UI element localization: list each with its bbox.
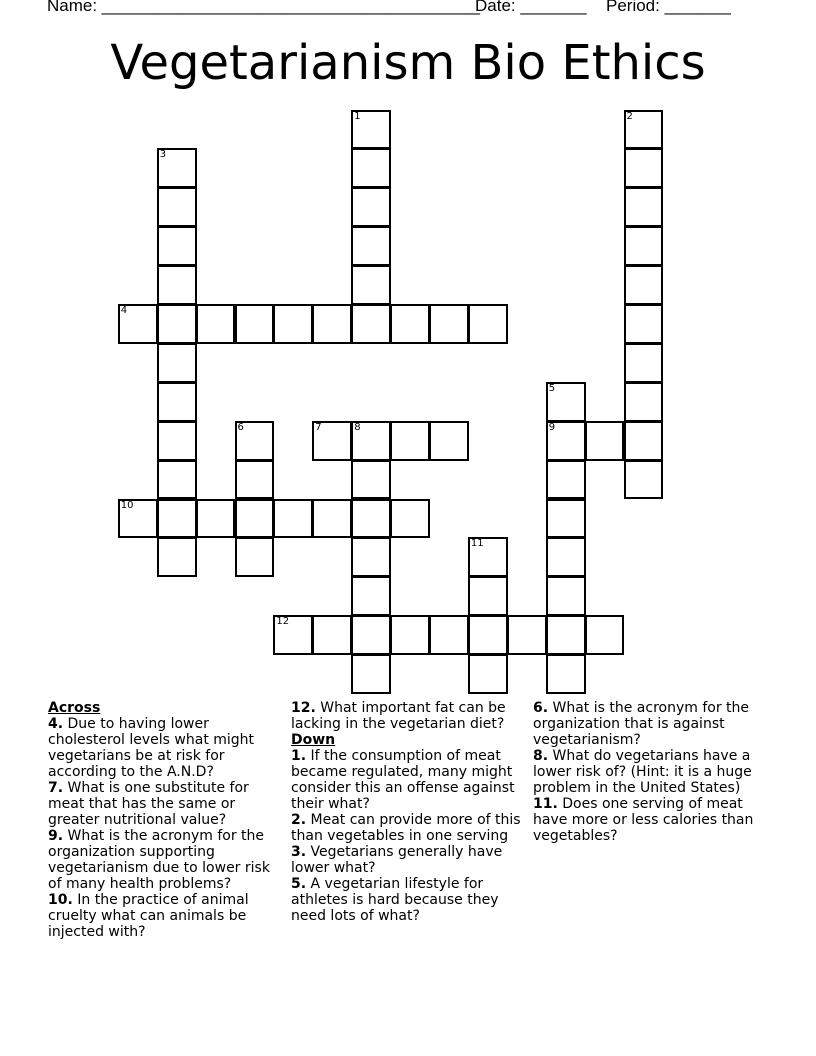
clue-text: What is one substitute for meat that has the same or greater nutritional value? (48, 780, 249, 828)
clue-text: Due to having lower cholesterol levels what might vegetarians be at risk for according to the A.N.D? (48, 716, 255, 780)
crossword-cell[interactable] (390, 615, 430, 655)
crossword-cell[interactable] (624, 343, 664, 383)
page-title: Vegetarianism Bio Ethics (110, 35, 706, 91)
clue-number-label: 7. (48, 780, 64, 796)
clue-number: 7 (315, 421, 322, 433)
clue-text: In the practice of animal cruelty what can animals be injected with? (48, 892, 249, 940)
crossword-cell[interactable] (157, 421, 197, 461)
down-clue-list (291, 748, 527, 924)
student-info-header (47, 0, 807, 22)
crossword-cell[interactable] (157, 537, 197, 577)
crossword-cell[interactable] (624, 382, 664, 422)
crossword-cell[interactable] (351, 654, 391, 694)
crossword-cell[interactable] (351, 148, 391, 188)
clue-text: What is the acronym for the organization supporting vegetarianism due to lower risk of many health problems? (48, 828, 270, 892)
crossword-cell[interactable] (273, 499, 313, 539)
clue-text: What is the acronym for the organization that is against vegetarianism? (533, 700, 750, 748)
crossword-cell[interactable] (624, 226, 664, 266)
clue-number-label: 5. (291, 876, 307, 892)
crossword-cell[interactable] (546, 537, 586, 577)
crossword-cell[interactable] (390, 421, 430, 461)
crossword-cell[interactable] (351, 421, 391, 461)
crossword-cell[interactable] (235, 421, 275, 461)
clue-item (533, 748, 769, 796)
crossword-cell[interactable] (546, 499, 586, 539)
crossword-cell[interactable] (351, 226, 391, 266)
clue-text: If the consumption of meat became regulated, many might consider this an offense against their what? (291, 748, 515, 812)
clue-number: 8 (354, 421, 361, 433)
crossword-cell[interactable] (468, 654, 508, 694)
crossword-cell[interactable] (157, 148, 197, 188)
crossword-cell[interactable] (157, 499, 197, 539)
clue-item (48, 716, 284, 780)
across-clue-list-continued (291, 700, 527, 732)
crossword-cell[interactable] (429, 421, 469, 461)
clue-number-label: 11. (533, 796, 558, 812)
clue-number-label: 8. (533, 748, 549, 764)
crossword-cell[interactable] (624, 265, 664, 305)
clue-item (291, 700, 527, 732)
crossword-cell[interactable] (624, 304, 664, 344)
clue-column-3 (533, 700, 769, 844)
clue-number: 4 (120, 305, 128, 316)
clue-item (291, 844, 527, 876)
crossword-cell[interactable] (157, 343, 197, 383)
clue-item (48, 780, 284, 828)
clue-column-2 (291, 700, 527, 924)
crossword-cell[interactable] (273, 304, 313, 344)
crossword-cell[interactable] (312, 615, 352, 655)
crossword-cell[interactable] (351, 110, 391, 150)
clue-number: 3 (159, 149, 167, 161)
crossword-cell[interactable] (157, 382, 197, 422)
clue-number-label: 10. (48, 892, 73, 908)
clue-number: 5 (548, 382, 556, 394)
crossword-cell[interactable] (390, 304, 430, 344)
crossword-cell[interactable] (624, 148, 664, 188)
crossword-cell[interactable] (235, 499, 275, 539)
clue-item (533, 700, 769, 748)
crossword-cell[interactable] (351, 265, 391, 305)
clue-item (48, 892, 284, 940)
crossword-cell[interactable] (351, 576, 391, 616)
clue-number: 9 (548, 421, 556, 433)
crossword-cell[interactable] (312, 499, 352, 539)
clue-text: Vegetarians generally have lower what? (291, 844, 503, 876)
crossword-cell[interactable] (429, 615, 469, 655)
crossword-cell[interactable] (585, 421, 625, 461)
crossword-cell[interactable] (468, 615, 508, 655)
crossword-cell[interactable] (157, 304, 197, 344)
crossword-cell[interactable] (546, 576, 586, 616)
crossword-cell[interactable] (235, 304, 275, 344)
clue-item (291, 748, 527, 812)
crossword-cell[interactable] (351, 499, 391, 539)
crossword-cell[interactable] (312, 304, 352, 344)
clue-number: 1 (354, 110, 361, 122)
crossword-cell[interactable] (429, 304, 469, 344)
crossword-cell[interactable] (624, 460, 664, 500)
crossword-cell[interactable] (468, 537, 508, 577)
clue-number-label: 9. (48, 828, 64, 844)
clue-number-label: 4. (48, 716, 64, 732)
clue-text: A vegetarian lifestyle for athletes is hard because they need lots of what? (291, 876, 499, 924)
clue-number: 10 (120, 499, 134, 511)
clue-number: 2 (626, 110, 633, 122)
clue-number-label: 2. (291, 812, 307, 828)
crossword-cell[interactable] (273, 615, 313, 655)
crossword-cell[interactable] (546, 615, 586, 655)
crossword-cell[interactable] (196, 499, 236, 539)
crossword-cell[interactable] (157, 265, 197, 305)
clue-number-label: 6. (533, 700, 549, 716)
crossword-cell[interactable] (624, 110, 664, 150)
clue-text: Does one serving of meat have more or less calories than vegetables? (533, 796, 754, 844)
crossword-cell[interactable] (546, 382, 586, 422)
down-clue-list-continued (533, 700, 769, 844)
clue-item (291, 876, 527, 924)
crossword-cell[interactable] (468, 576, 508, 616)
period-field[interactable]: Period: _______ (606, 0, 731, 15)
crossword-cell[interactable] (351, 537, 391, 577)
crossword-cell[interactable] (351, 615, 391, 655)
crossword-cell[interactable] (468, 304, 508, 344)
clue-number: 11 (470, 538, 484, 550)
clue-column-1 (48, 700, 284, 940)
name-field[interactable]: Name: ________________________________________ (47, 0, 480, 15)
crossword-cell[interactable] (118, 499, 158, 539)
crossword-cell[interactable] (235, 537, 275, 577)
crossword-cell[interactable] (157, 187, 197, 227)
crossword-cell[interactable] (196, 304, 236, 344)
crossword-cell[interactable] (390, 499, 430, 539)
clue-text: What do vegetarians have a lower risk of? (Hint: it is a huge problem in the United States) (533, 748, 752, 796)
clue-text: What important fat can be lacking in the vegetarian diet? (291, 700, 506, 732)
clue-number: 12 (276, 616, 290, 628)
crossword-cell[interactable] (157, 460, 197, 500)
clue-text: Meat can provide more of this than vegetables in one serving (291, 812, 521, 844)
crossword-cell[interactable] (507, 615, 547, 655)
clue-number-label: 12. (291, 700, 316, 716)
clue-number-label: 1. (291, 748, 307, 764)
crossword-cell[interactable] (624, 187, 664, 227)
crossword-cell[interactable] (312, 421, 352, 461)
crossword-cell[interactable] (118, 304, 158, 344)
crossword-cell[interactable] (235, 460, 275, 500)
across-clue-list (48, 716, 284, 940)
across-heading: Across (48, 700, 101, 716)
crossword-cell[interactable] (546, 654, 586, 694)
clue-item (533, 796, 769, 844)
down-heading: Down (291, 732, 336, 748)
crossword-cell[interactable] (585, 615, 625, 655)
clue-item (291, 812, 527, 844)
clue-item (48, 828, 284, 892)
crossword-cell[interactable] (351, 460, 391, 500)
crossword-cell[interactable] (624, 421, 664, 461)
clue-number-label: 3. (291, 844, 307, 860)
clue-number: 6 (237, 421, 244, 433)
date-field[interactable]: Date: _______ (475, 0, 587, 15)
crossword-cell[interactable] (546, 421, 586, 461)
crossword-cell[interactable] (546, 460, 586, 500)
crossword-cell[interactable] (157, 226, 197, 266)
crossword-cell[interactable] (351, 304, 391, 344)
crossword-cell[interactable] (351, 187, 391, 227)
